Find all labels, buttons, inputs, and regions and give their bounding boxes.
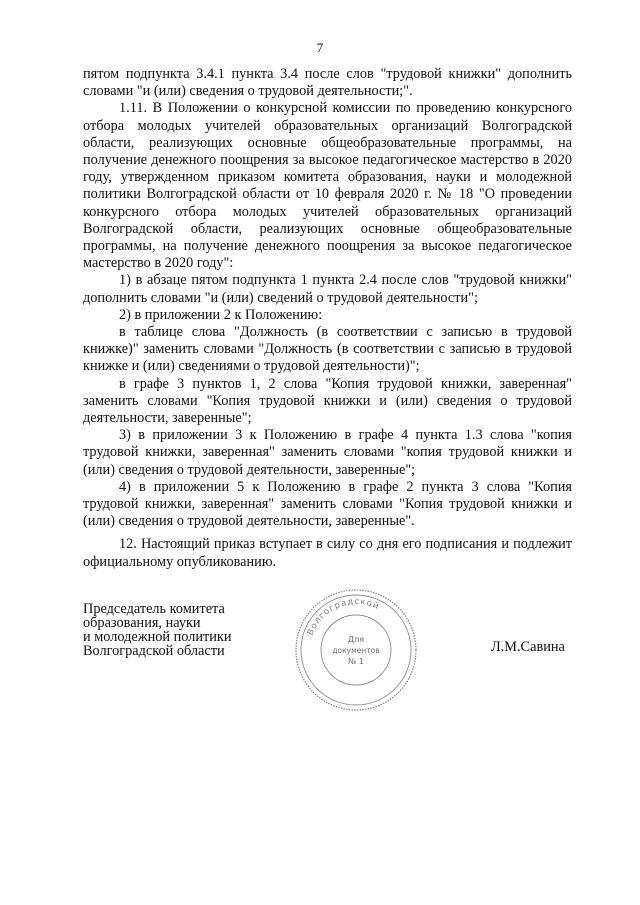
page-number: 7 [316,40,324,55]
signer-title-line: Волгоградской области [83,643,225,659]
seal-line-1: Для [347,635,365,644]
paragraph-continuation: пятом подпункта 3.4.1 пункта 3.4 после слов "трудовой книжки" дополнить словами "и (или) сведения о трудовой деятельности;". [83,66,572,100]
seal-line-3: № 1 [348,657,364,666]
signer-title-block [83,602,232,658]
signer-name: Л.М.Савина [491,639,565,655]
paragraph-item-2-column: в графе 3 пунктов 1, 2 слова "Копия трудовой книжки, заверенная" заменить словами "Копия трудовой книжки и (или) сведения о трудовой деятельности, заверенные"; [83,375,572,427]
paragraph-1-11: 1.11. В Положении о конкурсной комиссии по проведению конкурсного отбора молодых учителей образовательных организаций Волгоградской области, реализующих основные общеобразовательные программы, на получение денежного поощрения за высокое педагогическое мастерство в 2020 году, утвержденном приказом комитета образования, науки и молодежной политики Волгоградской области от 10 февраля 2020 г. № 18 "О проведении конкурсного отбора молодых учителей образовательных организаций Волгоградской области, реализующих основные общеобразовательные программы, на получение денежного поощрения за высокое педагогическое мастерство в 2020 году": [83,100,572,272]
paragraph-item-4: 4) в приложении 5 к Положению в графе 2 пункта 3 слова "Копия трудовой книжки, заверенная" заменить словами "Копия трудовой книжки и (или) сведения о трудовой деятельности, заверенные". [83,478,572,530]
paragraph-item-2-table: в таблице слова "Должность (в соответствии с записью в трудовой книжке)" заменить словами "Должность (в соответствии с записью в трудовой книжке и (или) сведениями о трудовой деятельности)"; [83,324,572,375]
paragraph-item-1: 1) в абзаце пятом подпункта 1 пункта 2.4 после слов "трудовой книжки" дополнить словами "и (или) сведений о трудовой деятельности"; [83,272,572,306]
official-seal-stamp [292,586,420,714]
paragraph-item-3: 3) в приложении 3 к Положению в графе 4 пункта 1.3 слова "копия трудовой книжки, заверенная" заменить словами "копия трудовой книжки и (или) сведения о трудовой деятельности, заверенные"; [83,427,572,478]
seal-line-2: документов [332,646,380,655]
signer-title-line: образования, науки [83,615,201,631]
signer-title-line: и молодежной политики [83,629,232,645]
document-body [83,66,572,571]
signer-title-line: Председатель комитета [83,601,225,617]
seal-ring-text: Волгоградской [305,596,382,637]
paragraph-12: 12. Настоящий приказ вступает в силу со дня его подписания и подлежит официальному опубликованию. [83,536,572,570]
paragraph-item-2: 2) в приложении 2 к Положению: [119,306,323,323]
